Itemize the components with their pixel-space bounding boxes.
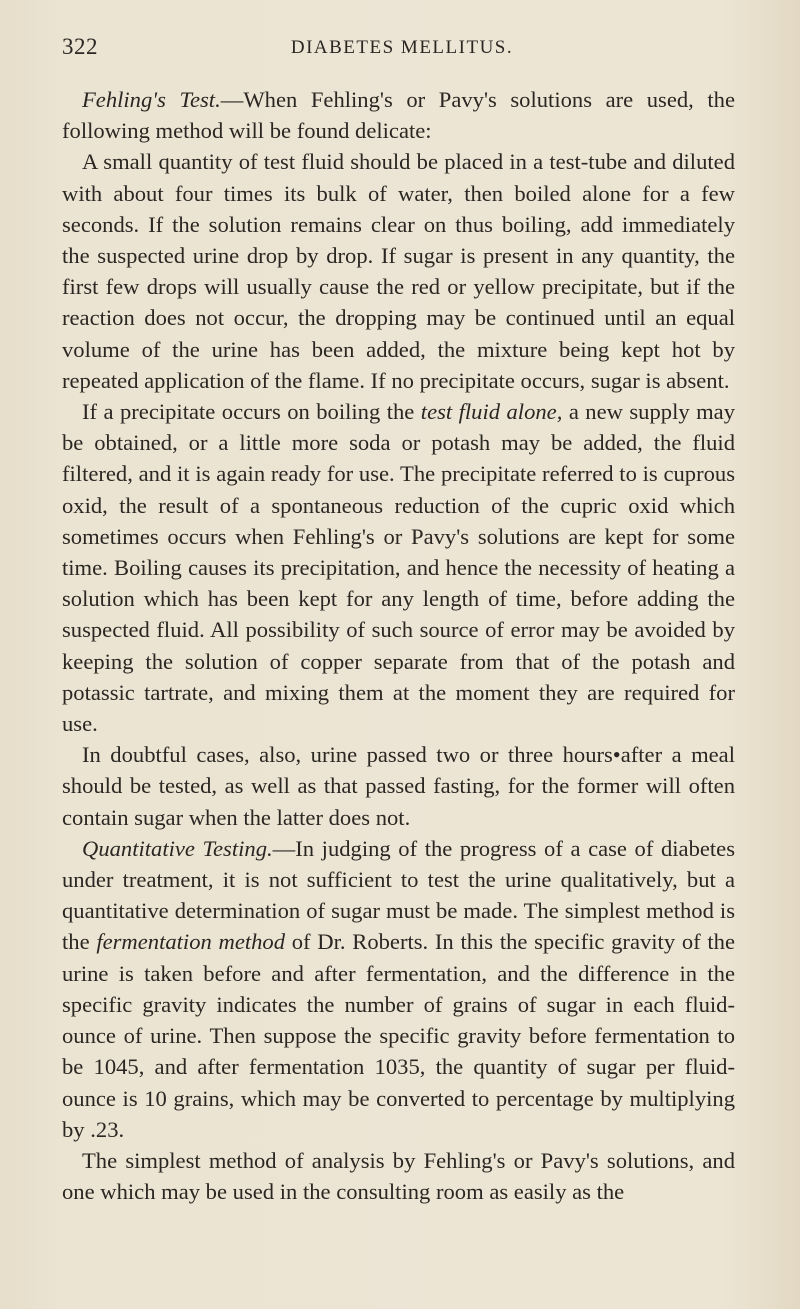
paragraph-quantitative-testing: Quantitative Testing.—In judging of the progress of a case of diabetes under treatment, it is not sufficient to test the urine qualitatively, but a quantitative determination of sugar must be made. The simplest method is the fermentation method of Dr. Roberts. In this the specific gravity of the urine is taken before and after fermentation, and the difference in the specific gravity indicates the number of grains of sugar in each fluid-ounce of urine. Then suppose the specific gravity before fermentation to be 1045, and after fermentation 1035, the quantity of sugar per fluid-ounce is 10 grains, which may be converted to percentage by multiplying by .23. [62,835,735,1142]
running-title: DIABETES MELLITUS. [290,37,514,58]
section-heading-quantitative-testing: Quantitative Testing. [82,835,273,861]
section-heading-fehlings-test: Fehling's Test. [82,87,221,112]
italic-fermentation-method: fermentation method [96,929,286,955]
paragraph-fehlings-test: Fehling's Test.—When Fehling's or Pavy's solutions are used, the following method will be found delicate: [62,87,735,144]
page-header [62,34,742,64]
paragraph-test-procedure: A small quantity of test fluid should be placed in a test-tube and diluted with about four times its bulk of water, then boiled alone for a few seconds. If the solution remains clear on thus boiling, add immediately the suspected urine drop by drop. If sugar is present in any quantity, the first few drops will usually cause the red or yellow precipitate, but if the reaction does not occur, the dropping may be continued until an equal volume of the urine has been added, the mixture being kept hot by repeated application of the flame. If no precipitate occurs, sugar is absent. [62,149,735,393]
paragraph-precipitate: If a precipitate occurs on boiling the test fluid alone, a new supply may be obtained, or a little more soda or potash may be added, the fluid filtered, and it is again ready for use. The precipitate referred to is cuprous oxid, the result of a spontaneous reduction of the cupric oxid which sometimes occurs when Fehling's or Pavy's solutions are kept for some time. Boiling causes its precipitation, and hence the necessity of heating a solution which has been kept for any length of time, before adding the suspected fluid. All possibility of such source of error may be avoided by keeping the solution of copper separate from that of the potash and potassic tartrate, and mixing them at the moment they are required for use. [62,399,736,737]
body-text [62,84,735,1207]
paragraph-simplest-method: The simplest method of analysis by Fehling's or Pavy's solutions, and one which may be used in the consulting room as easily as the [62,1147,735,1205]
paragraph-doubtful-cases: In doubtful cases, also, urine passed two or three hours•after a meal should be tested, as well as that passed fasting, for the former will often contain sugar when the latter does not. [62,742,735,830]
italic-test-fluid-alone: test fluid alone, [420,399,563,425]
page-number: 322 [62,34,98,59]
